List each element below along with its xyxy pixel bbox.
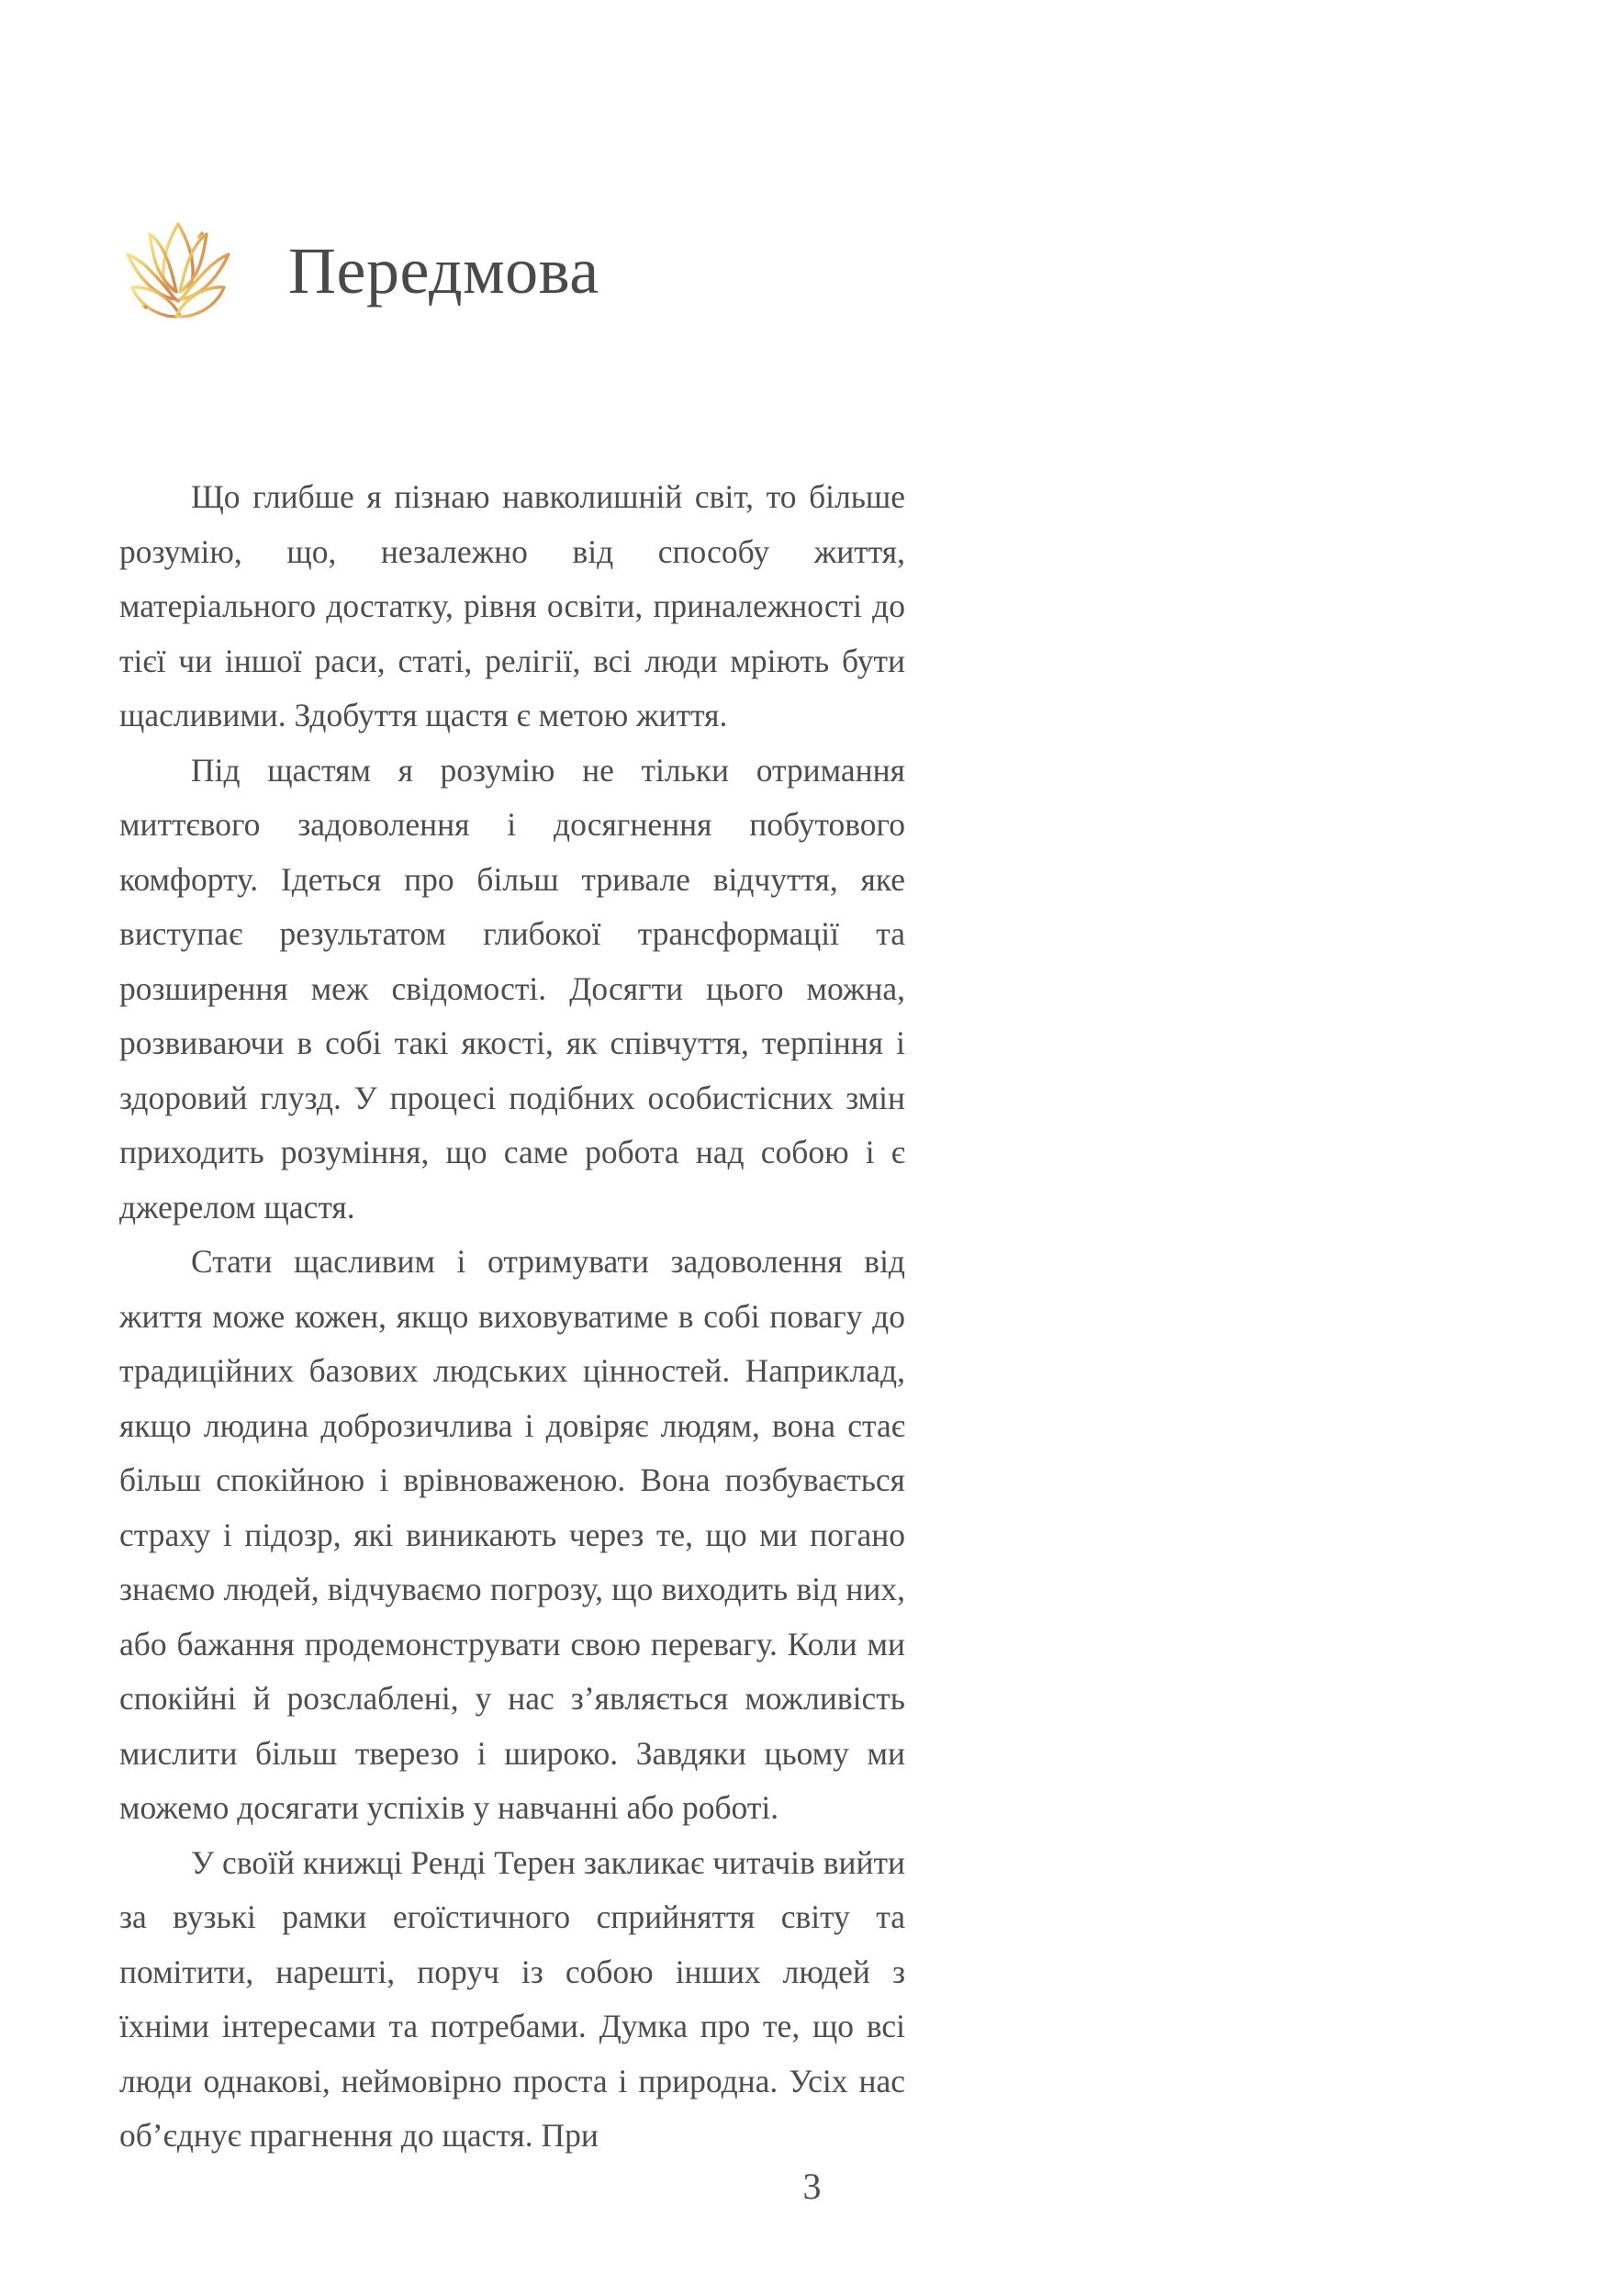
paragraph: У своїй книжці Ренді Терен закликає читачів вийти за вузькі рамки егоїстичного сприйняття світу та помітити, нарешті, поруч із собою інших людей з їхніми інтересами та потребами. Думка про те, що всі люди однакові, неймовірно проста і природна. Усіх нас об’єднує прагнення до щастя. При: [119, 1843, 905, 2154]
body-text: [119, 470, 905, 2164]
lotus-flower-icon: [119, 217, 237, 325]
page-title: Передмова: [288, 234, 599, 308]
paragraph: Стати щасливим і отримувати задоволення від життя може кожен, якщо виховуватиме в собі повагу до традиційних базових людських цінностей. Наприклад, якщо людина доброзичлива і довіряє людям, вона стає більш спокійною і врівноваженою. Вона позбувається страху і підозр, які виникають через те, що ми погано знаємо людей, відчуваємо погрозу, що виходить від них, або бажання продемонструвати свою перевагу. Коли ми спокійні й розслаблені, у нас з’являється можливість мислити більш тверезо і широко. Завдяки цьому ми можемо досягати успіхів у навчанні або роботі.: [119, 1243, 905, 1826]
page-number: 3: [802, 2166, 822, 2207]
chapter-header: [119, 217, 599, 325]
paragraph: Під щастям я розумію не тільки отримання миттєвого задоволення і досягнення побутового комфорту. Ідеться про більш тривале відчуття, яке виступає результатом глибокої трансформації та розширення меж свідомості. Досягти цього можна, розвиваючи в собі такі якості, як співчуття, терпіння і здоровий глузд. У процесі подібних особистісних змін приходить розуміння, що саме робота над собою і є джерелом щастя.: [119, 751, 905, 1226]
paragraph: Що глибше я пізнаю навколишній світ, то більше розумію, що, незалежно від способу життя, матеріального достатку, рівня освіти, приналежності до тієї чи іншої раси, статі, релігії, всі люди мріють бути щасливими. Здобуття щастя є метою життя.: [119, 478, 905, 733]
